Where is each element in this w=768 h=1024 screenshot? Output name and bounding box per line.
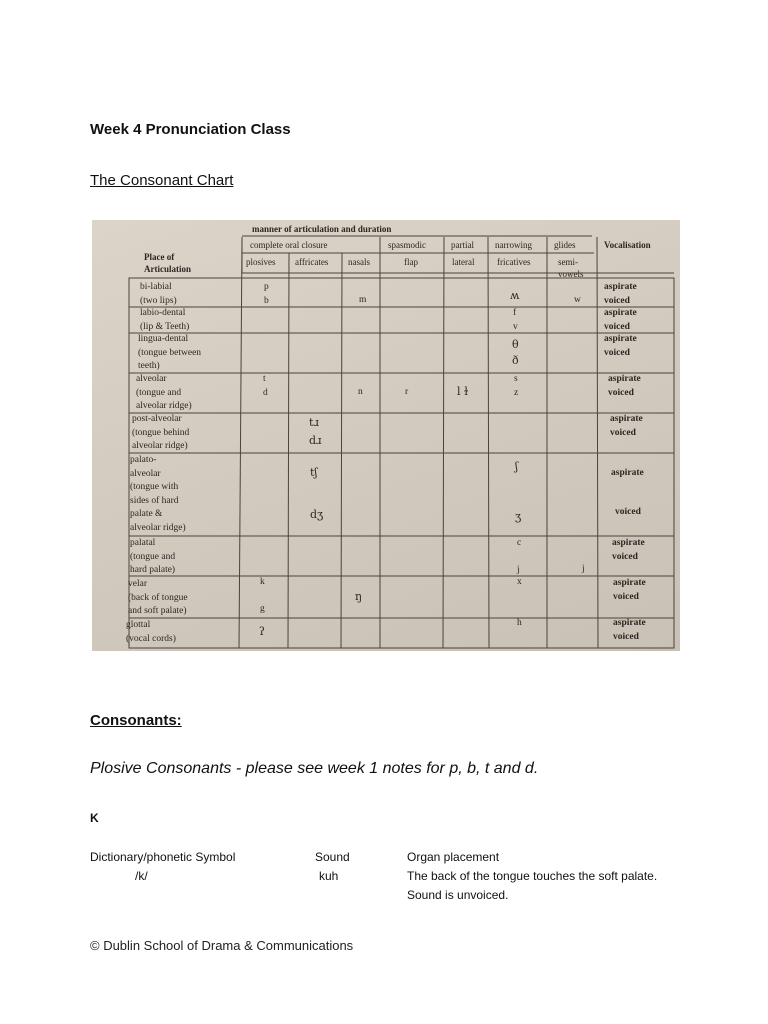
col-semivowels: semi- vowels: [558, 257, 584, 279]
fricative-symbols: f v: [513, 308, 518, 332]
vocalisation-bottom: voiced: [615, 507, 641, 517]
consonants-heading: Consonants:: [90, 712, 182, 729]
plosive-note: Plosive Consonants - please see week 1 notes for p, b, t and d.: [90, 760, 539, 777]
vocalisation: aspirate voiced: [612, 538, 645, 562]
group-glides: glides: [554, 240, 576, 250]
group-partial: partial: [451, 240, 474, 250]
fricative-symbol-top: ʃ: [515, 460, 518, 473]
manner-header: manner of articulation and duration: [252, 224, 392, 234]
row-place: palatal (tongue and hard palate): [130, 538, 176, 575]
vocalisation: aspirate voiced: [604, 282, 637, 306]
fricative-symbol: x: [517, 577, 522, 587]
row-place: palato- alveolar (tongue with sides of hard palate & alveolar ridge): [130, 455, 186, 533]
col-fricatives: fricatives: [497, 257, 531, 267]
lateral-symbols: l ɫ: [457, 385, 469, 398]
document-title: Week 4 Pronunciation Class: [90, 121, 291, 138]
col-affricates: affricates: [295, 257, 329, 267]
plosive-symbol: ʔ: [259, 625, 265, 638]
plosive-symbols: p b: [264, 282, 269, 306]
affricate-symbol-top: tʃ: [310, 466, 318, 479]
footer-copyright: © Dublin School of Drama & Communications: [90, 938, 354, 953]
col-plosives: plosives: [246, 257, 276, 267]
nasal-symbol: m: [359, 295, 367, 305]
vocalisation: aspirate voiced: [610, 414, 643, 438]
vocalisation: aspirate voiced: [604, 308, 637, 332]
vocalisation: aspirate voiced: [608, 374, 641, 398]
placement-line-2: Sound is unvoiced.: [407, 888, 509, 902]
fricative-symbol-bottom: ʒ: [515, 510, 522, 523]
row-place: bi-labial (two lips): [140, 282, 177, 306]
col-lateral: lateral: [452, 257, 475, 267]
affricate-symbol-bottom: dʒ: [310, 508, 324, 521]
plosive-symbols: t d: [263, 374, 268, 398]
col-sound-header: Sound: [315, 850, 350, 864]
row-place: alveolar (tongue and alveolar ridge): [136, 374, 192, 411]
vocalisation-top: aspirate: [611, 468, 644, 478]
vocalisation: aspirate voiced: [613, 578, 646, 602]
chart-title: The Consonant Chart: [90, 172, 234, 189]
nasal-symbol: ŋ: [355, 590, 363, 603]
col-symbol-header: Dictionary/phonetic Symbol: [90, 850, 236, 864]
phonetic-symbol: /k/: [135, 869, 148, 883]
vocalisation-header: Vocalisation: [604, 240, 651, 250]
affricate-symbols: tɹ dɹ: [309, 416, 322, 447]
row-place: velar (back of tongue and soft palate): [128, 579, 188, 616]
sound-value: kuh: [319, 869, 339, 883]
group-narrowing: narrowing: [495, 240, 532, 250]
semivowel-symbol: j: [582, 564, 585, 574]
group-complete-oral-closure: complete oral closure: [250, 240, 328, 250]
row-place: labio-dental (lip & Teeth): [140, 308, 190, 332]
plosive-symbols: k g: [260, 577, 265, 614]
col-placement-header: Organ placement: [407, 850, 500, 864]
col-flap: flap: [404, 257, 418, 267]
letter-heading: K: [90, 811, 99, 825]
fricative-symbol: ʍ: [510, 289, 520, 302]
fricative-symbols: θ ð: [512, 338, 519, 367]
row-place: lingua-dental (tongue between teeth): [138, 334, 202, 371]
fricative-symbol: h: [517, 618, 522, 628]
fricative-symbols: c j: [517, 538, 522, 575]
consonant-chart-photo: [92, 220, 680, 651]
nasal-symbol: n: [358, 387, 363, 397]
group-spasmodic: spasmodic: [388, 240, 426, 250]
place-of-articulation-header: Place of Articulation: [144, 252, 191, 274]
flap-symbol: r: [405, 387, 409, 397]
row-place: post-alveolar (tongue behind alveolar ridge): [132, 414, 190, 451]
fricative-symbols: s z: [514, 374, 519, 398]
row-place: glottal (vocal cords): [126, 620, 176, 644]
col-nasals: nasals: [348, 257, 370, 267]
vocalisation: aspirate voiced: [613, 618, 646, 642]
semivowel-symbol: w: [574, 295, 581, 305]
placement-line-1: The back of the tongue touches the soft palate.: [407, 869, 658, 883]
vocalisation: aspirate voiced: [604, 334, 637, 358]
